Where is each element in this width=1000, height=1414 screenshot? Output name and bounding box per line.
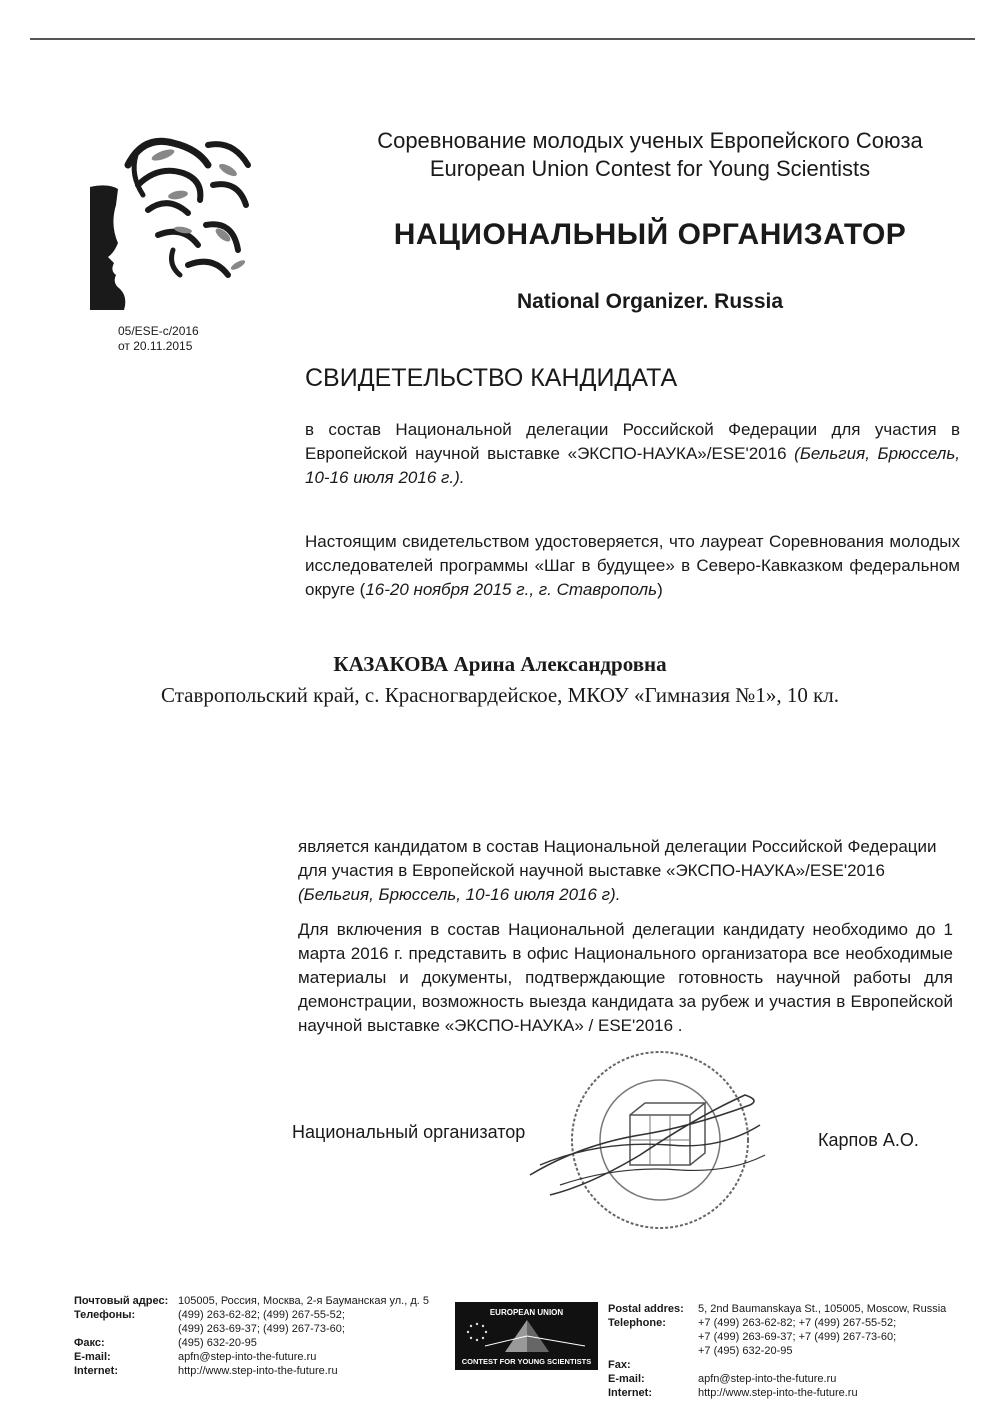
certificate-intro [305, 418, 960, 490]
contest-logo-icon [88, 125, 268, 315]
intro-text: в состав Национальной делегации Российской Федерации для участия в Европейской научной выставке «ЭКСПО-НАУКА»/ESE'2016 [305, 420, 960, 463]
doc-date: от 20.11.2015 [118, 339, 193, 353]
footer-label [608, 1330, 684, 1344]
inclusion-requirements: Для включения в состав Национальной делегации кандидату необходимо до 1 марта 2016 г. представить в офис Национального организатора все необходимые материалы и документы, подтверждающие готовность научной работы для демонстрации, возможность выезда кандидата за рубеж и участия в Европейской научной выставке «ЭКСПО-НАУКА» / ESE'2016 . [298, 920, 953, 1035]
eu-logo-top-text: EUROPEAN UNION [489, 1308, 564, 1317]
footer-fax: (495) 632-20-95 [178, 1337, 257, 1349]
certificate-title: СВИДЕТЕЛЬСТВО КАНДИДАТА [305, 364, 678, 392]
footer-right-labels [608, 1302, 684, 1400]
top-rule [30, 38, 975, 40]
eu-contest-logo [455, 1302, 598, 1370]
footer-label: Internet: [74, 1365, 118, 1377]
footer-label: Postal addres: [608, 1303, 684, 1315]
page-title: НАЦИОНАЛЬНЫЙ ОРГАНИЗАТОР [393, 218, 907, 251]
document-reference [118, 324, 199, 354]
official-stamp [520, 1045, 770, 1235]
page-subtitle: National Organizer. Russia [516, 290, 784, 313]
footer-label: Internet: [608, 1387, 652, 1399]
footer-phone: (499) 263-69-37; (499) 267-73-60; [178, 1323, 345, 1335]
candidate-name: КАЗАКОВА Арина Александровна [333, 652, 667, 676]
footer-label [74, 1322, 168, 1336]
footer-label: E-mail: [608, 1373, 645, 1385]
eu-logo-bottom-text: CONTEST FOR YOUNG SCIENTISTS [461, 1357, 592, 1366]
footer-website: http://www.step-into-the-future.ru [698, 1387, 858, 1399]
footer-phone: (499) 263-62-82; (499) 267-55-52; [178, 1309, 345, 1321]
footer-label: Telephone: [608, 1317, 666, 1329]
footer-label [608, 1344, 684, 1358]
footer-phone: +7 (499) 263-69-37; +7 (499) 267-73-60; [698, 1331, 897, 1343]
candidate-status [298, 835, 948, 907]
status-text: является кандидатом в состав Национальной делегации Российской Федерации для участия в Европейской научной выставке «ЭКСПО-НАУКА»/ESE'2016 [298, 837, 937, 880]
candidate-school: Ставропольский край, с. Красногвардейское, МКОУ «Гимназия №1», 10 кл. [160, 683, 840, 707]
footer-address: 5, 2nd Baumanskaya St., 105005, Moscow, Russia [698, 1303, 947, 1315]
signature-role: Национальный организатор [292, 1122, 526, 1142]
footer-left-values [178, 1294, 429, 1378]
signature-name: Карпов А.О. [818, 1130, 919, 1150]
status-italic: (Бельгия, Брюссель, 10-16 июля 2016 г). [298, 885, 621, 904]
footer-left-labels [74, 1294, 168, 1378]
footer-label: Fax: [608, 1359, 631, 1371]
footer-label: E-mail: [74, 1351, 111, 1363]
contest-title-en: European Union Contest for Young Scientists [429, 156, 871, 181]
footer-website: http://www.step-into-the-future.ru [178, 1365, 338, 1377]
footer-email: apfn@step-into-the-future.ru [178, 1351, 317, 1363]
footer-phone: +7 (499) 263-62-82; +7 (499) 267-55-52; [698, 1317, 897, 1329]
footer-right-values [698, 1302, 946, 1400]
statement-text: Настоящим свидетельством удостоверяется, что лауреат Соревнования молодых исследователей программы «Шаг в будущее» в Северо-Кавказком федеральном округе ( [305, 532, 960, 599]
footer-email: apfn@step-into-the-future.ru [698, 1373, 837, 1385]
statement-end: ) [657, 580, 663, 599]
eu-pyramid-icon [455, 1316, 598, 1356]
intro-italic: (Бельгия, Брюссель, 10-16 июля 2016 г.). [305, 444, 960, 487]
contest-title-ru: Соревнование молодых ученых Европейского Союза [377, 128, 923, 153]
statement-italic: 16-20 ноября 2015 г., г. Ставрополь [365, 580, 658, 599]
footer-address: 105005, Россия, Москва, 2-я Бауманская ул., д. 5 [178, 1295, 429, 1307]
footer-label: Почтовый адрес: [74, 1295, 169, 1307]
certificate-statement [305, 530, 960, 602]
footer-label: Факс: [74, 1337, 105, 1349]
footer-fax: +7 (495) 632-20-95 [698, 1345, 793, 1357]
footer-label: Телефоны: [74, 1309, 136, 1321]
doc-number: 05/ESE-c/2016 [118, 324, 199, 338]
footer-spacer [698, 1358, 946, 1372]
